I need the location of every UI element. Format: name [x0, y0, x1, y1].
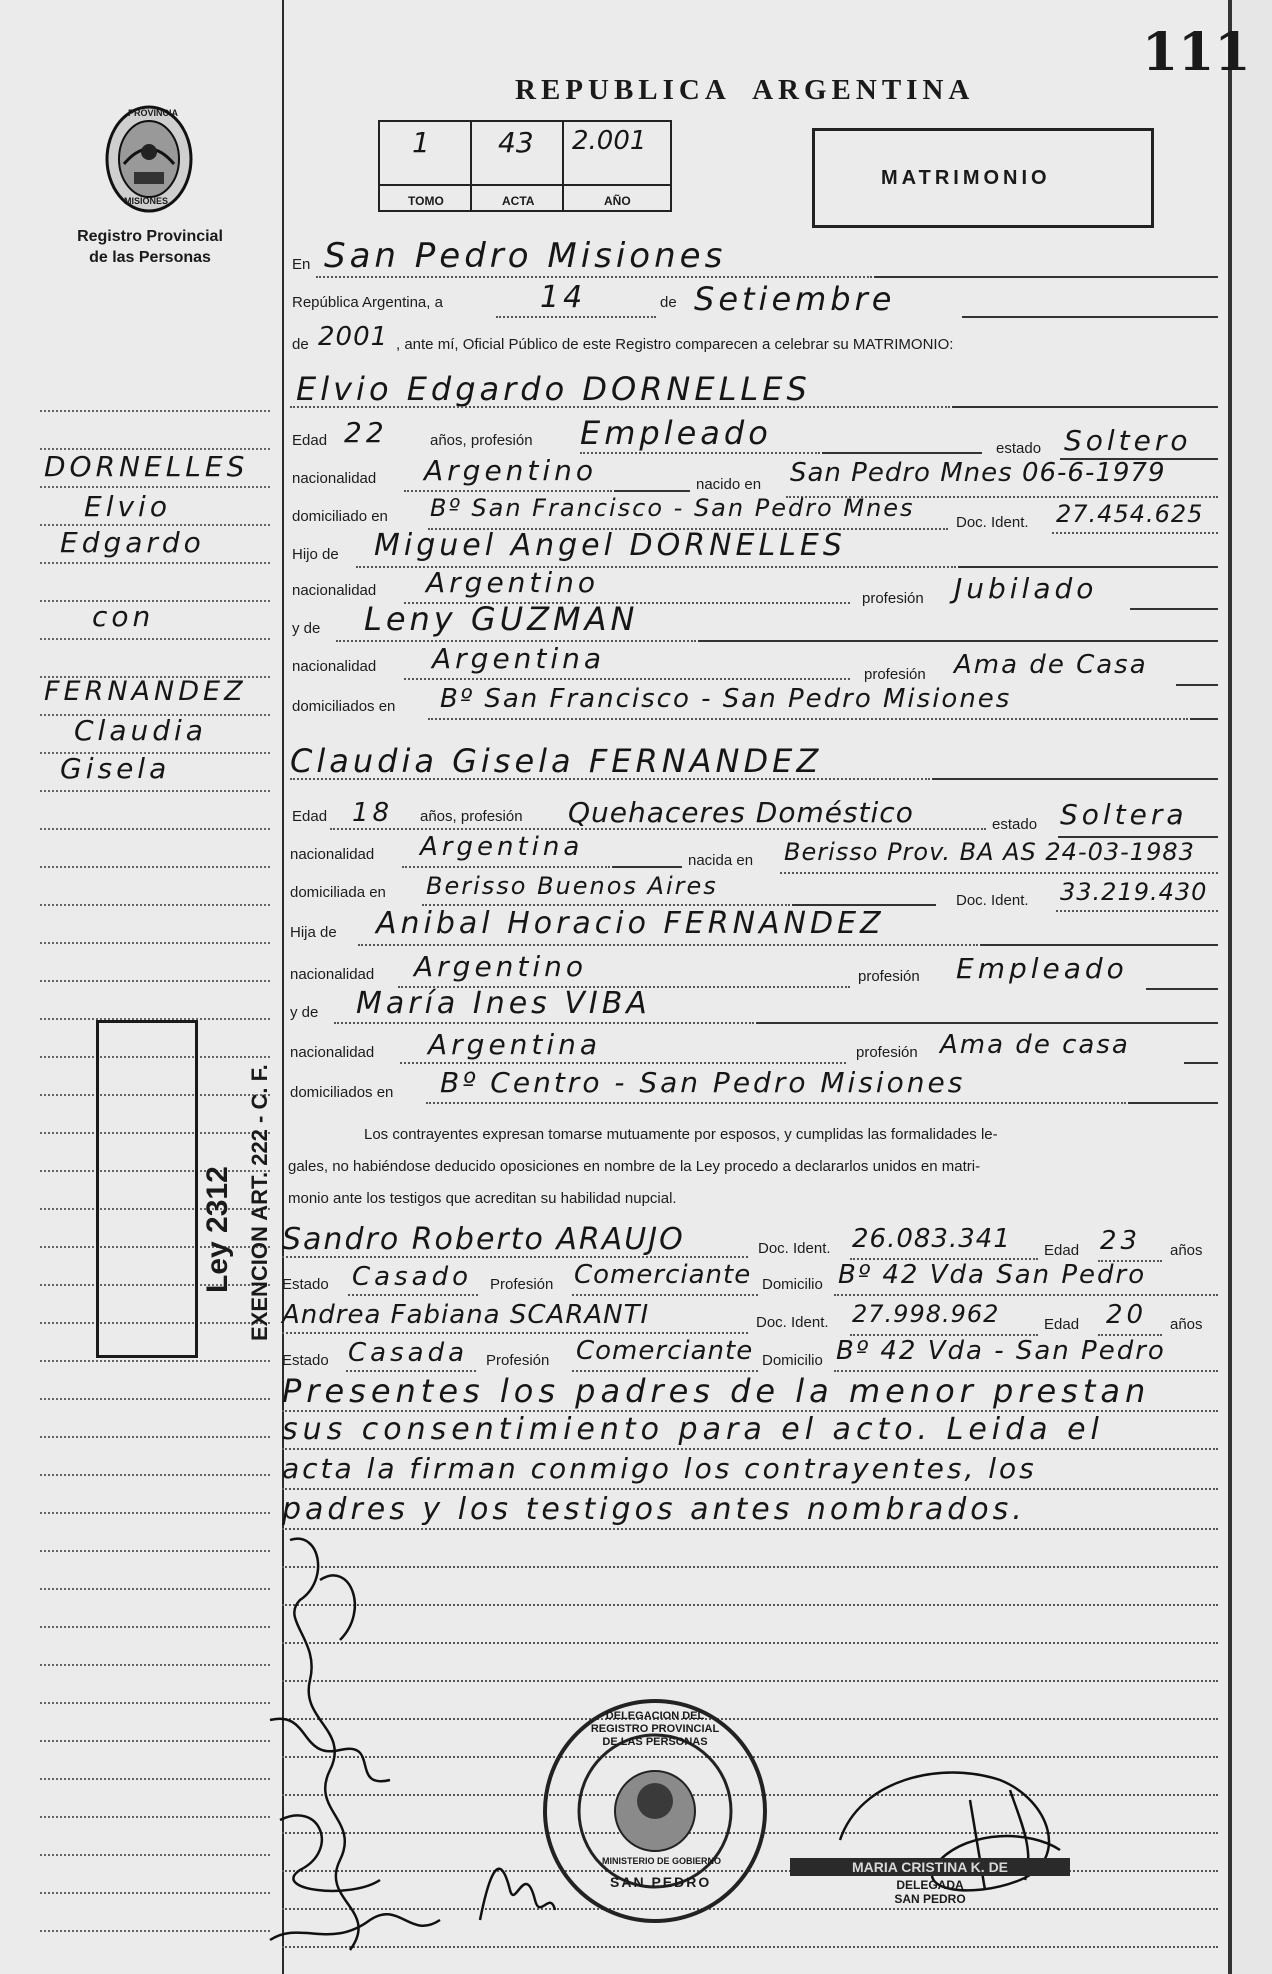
signatures-left	[260, 1520, 460, 1960]
groom-mother-label: y de	[292, 620, 321, 637]
bride-parents-address-label: domiciliados en	[290, 1084, 394, 1101]
bride-father-profession-label: profesión	[858, 968, 920, 985]
groom-mother-nationality: Argentina	[432, 642, 606, 675]
groom-parents-address: Bº San Francisco - San Pedro Misiones	[440, 684, 1012, 714]
acta-value: 43	[498, 126, 534, 159]
provincial-seal	[104, 104, 194, 214]
acta-cell	[472, 122, 564, 210]
witness1-profession-label: Profesión	[490, 1276, 554, 1293]
ley-stamp	[96, 1020, 272, 1358]
bride-status-label: estado	[992, 816, 1038, 833]
bride-mother-label: y de	[290, 1004, 319, 1021]
note-line-3: acta la firman conmigo los contrayentes, los	[282, 1452, 1037, 1485]
groom-father-nationality-label: nacionalidad	[292, 582, 377, 599]
groom-profession-label: años, profesión	[430, 432, 533, 449]
groom-birth: San Pedro Mnes 06-6-1979	[790, 458, 1166, 488]
ano-cell	[564, 122, 668, 210]
groom-parents-address-label: domiciliados en	[292, 698, 396, 715]
record-box-divider	[380, 184, 670, 186]
groom-age: 22	[344, 416, 388, 449]
groom-father-profession-label: profesión	[862, 590, 924, 607]
registry-line-2: de las Personas	[89, 249, 211, 266]
ley-stamp-line-1: Ley 2312	[201, 1166, 234, 1293]
bride-mother: María Ines VIBA	[356, 986, 651, 1021]
bride-nationality-label: nacionalidad	[290, 846, 375, 863]
witness1-age: 23	[1100, 1226, 1142, 1256]
registry-line-1: Registro Provincial	[77, 228, 223, 245]
groom-father-profession: Jubilado	[954, 572, 1098, 605]
witness1-age-label: Edad	[1044, 1242, 1080, 1259]
seal-top-text: PROVINCIA	[128, 108, 179, 118]
bride-age: 18	[352, 798, 394, 828]
margin-note-surname: DORNELLES	[44, 450, 249, 483]
ano-label: AÑO	[604, 194, 631, 208]
margin-note-bride-first-name: Claudia	[74, 714, 207, 747]
groom-birth-label: nacido en	[696, 476, 762, 493]
bride-father: Anibal Horacio FERNANDEZ	[376, 906, 885, 941]
witness2-doc-label: Doc. Ident.	[756, 1314, 829, 1331]
official-name-stamp	[790, 1858, 1070, 1906]
round-seal-bottom-text: SAN PEDRO	[610, 1874, 712, 1890]
witness1-status-label: Estado	[282, 1276, 329, 1293]
ceremony-month: Setiembre	[694, 280, 896, 318]
groom-father-nationality: Argentino	[426, 566, 600, 599]
note-line-1: Presentes los padres de la menor prestan	[282, 1372, 1151, 1410]
ceremony-place: San Pedro Misiones	[324, 236, 727, 276]
groom-nationality-label: nacionalidad	[292, 470, 377, 487]
header-title: REPUBLICA ARGENTINA	[515, 74, 975, 106]
document-type: MATRIMONIO	[881, 167, 1051, 189]
bride-father-label: Hija de	[290, 924, 337, 941]
margin-note-con: con	[92, 600, 155, 633]
republic-label: República Argentina, a	[292, 294, 443, 311]
witness2-address: Bº 42 Vda - San Pedro	[836, 1336, 1166, 1366]
bride-profession: Quehaceres Doméstico	[568, 796, 914, 829]
bride-name: Claudia Gisela FERNANDEZ	[290, 742, 823, 780]
registry-name	[56, 226, 244, 268]
groom-profession: Empleado	[580, 414, 772, 452]
witness2-doc: 27.998.962	[852, 1300, 1000, 1328]
margin-note-bride-surname: FERNANDEZ	[44, 676, 247, 707]
bride-father-nationality: Argentino	[414, 950, 588, 983]
tomo-label: TOMO	[408, 194, 444, 208]
groom-father-label: Hijo de	[292, 546, 339, 563]
official-stamp-line-2: DELEGADA	[896, 1878, 964, 1892]
ley-stamp-rotated	[195, 1021, 291, 1353]
ley-stamp-line-2: EXENCION ART. 222 - C. F.	[247, 1064, 272, 1341]
record-number-box	[378, 120, 672, 212]
bride-profession-label: años, profesión	[420, 808, 523, 825]
groom-age-label: Edad	[292, 432, 328, 449]
year-prefix-label: de	[292, 336, 309, 353]
bride-birth: Berisso Prov. BA AS 24-03-1983	[784, 838, 1195, 866]
margin-note-bride-middle-name: Gisela	[60, 752, 171, 785]
tomo-cell	[380, 122, 472, 210]
official-stamp-line-1: MARIA CRISTINA K. DE	[790, 1858, 1070, 1876]
note-line-4: padres y los testigos antes nombrados.	[282, 1492, 1026, 1527]
witness1-doc: 26.083.341	[852, 1224, 1011, 1254]
bride-nationality: Argentina	[420, 832, 584, 862]
witness1-address-label: Domicilio	[762, 1276, 823, 1293]
legal-text-line-3: monio ante los testigos que acreditan su habilidad nupcial.	[288, 1190, 677, 1207]
bride-mother-profession: Ama de casa	[940, 1030, 1130, 1060]
document-type-box	[812, 128, 1154, 228]
page-edge	[1228, 0, 1232, 1974]
groom-status-label: estado	[996, 440, 1042, 457]
witness1-age-unit: años	[1170, 1242, 1203, 1259]
bride-doc-label: Doc. Ident.	[956, 892, 1029, 909]
legal-text-line-1: Los contrayentes expresan tomarse mutuamente por esposos, y cumplidas las formalidades le-	[364, 1126, 998, 1143]
de-label: de	[660, 294, 677, 311]
groom-nationality: Argentino	[424, 454, 598, 487]
round-seal-ring-text: DELEGACION DEL REGISTRO PROVINCIAL DE LAS PERSONAS	[590, 1710, 720, 1748]
page-number: 111	[1142, 22, 1251, 83]
witness2-age: 20	[1106, 1300, 1148, 1330]
witness1-name: Sandro Roberto ARAUJO	[282, 1222, 685, 1257]
bride-status: Soltera	[1060, 798, 1188, 831]
bride-address-label: domiciliada en	[290, 884, 386, 901]
witness2-profession-label: Profesión	[486, 1352, 550, 1369]
groom-doc-label: Doc. Ident.	[956, 514, 1029, 531]
witness2-profession: Comerciante	[576, 1336, 754, 1366]
witness2-status: Casada	[348, 1338, 469, 1368]
en-label: En	[292, 256, 311, 273]
bride-mother-nationality-label: nacionalidad	[290, 1044, 375, 1061]
round-official-seal	[540, 1696, 770, 1926]
bride-parents-address: Bº Centro - San Pedro Misiones	[440, 1066, 966, 1099]
groom-mother-nationality-label: nacionalidad	[292, 658, 377, 675]
groom-doc: 27.454.625	[1056, 500, 1204, 528]
groom-father: Miguel Angel DORNELLES	[374, 528, 846, 563]
witness1-profession: Comerciante	[574, 1260, 752, 1290]
bride-mother-profession-label: profesión	[856, 1044, 918, 1061]
bride-age-label: Edad	[292, 808, 328, 825]
declaration-text: , ante mí, Oficial Público de este Registro comparecen a celebrar su MATRIMONIO:	[396, 336, 954, 353]
ano-value: 2.001	[572, 126, 647, 156]
legal-text-line-2: gales, no habiéndose deducido oposiciones en nombre de la Ley procedo a declararlos unidos en matri-	[288, 1158, 981, 1175]
round-seal-inner-text: MINISTERIO DE GOBIERNO	[602, 1856, 722, 1866]
groom-mother-profession: Ama de Casa	[954, 650, 1148, 680]
witness2-age-unit: años	[1170, 1316, 1203, 1333]
bride-doc: 33.219.430	[1060, 878, 1208, 906]
witness2-address-label: Domicilio	[762, 1352, 823, 1369]
acta-label: ACTA	[502, 194, 535, 208]
margin-note-middle-name: Edgardo	[60, 526, 205, 559]
bride-father-nationality-label: nacionalidad	[290, 966, 375, 983]
ceremony-year: 2001	[318, 322, 389, 352]
bride-mother-nationality: Argentina	[428, 1028, 602, 1061]
groom-mother: Leny GUZMAN	[364, 600, 639, 638]
groom-mother-profession-label: profesión	[864, 666, 926, 683]
witness1-doc-label: Doc. Ident.	[758, 1240, 831, 1257]
groom-status: Soltero	[1064, 424, 1192, 457]
groom-address: Bº San Francisco - San Pedro Mnes	[430, 494, 915, 522]
witness1-status: Casado	[352, 1262, 472, 1292]
witness2-age-label: Edad	[1044, 1316, 1080, 1333]
groom-name: Elvio Edgardo DORNELLES	[296, 370, 811, 408]
ceremony-day: 14	[540, 280, 587, 315]
note-line-2: sus consentimiento para el acto. Leida el	[282, 1412, 1104, 1447]
bride-address: Berisso Buenos Aires	[426, 872, 718, 900]
witness2-name: Andrea Fabiana SCARANTI	[282, 1300, 650, 1330]
margin-note-first-name: Elvio	[84, 490, 171, 523]
seal-bottom-text: MISIONES	[124, 196, 169, 206]
official-stamp-line-3: SAN PEDRO	[894, 1892, 966, 1906]
bride-father-profession: Empleado	[956, 952, 1128, 985]
witness1-address: Bº 42 Vda San Pedro	[838, 1260, 1147, 1290]
bride-birth-label: nacida en	[688, 852, 754, 869]
witness2-status-label: Estado	[282, 1352, 329, 1369]
groom-address-label: domiciliado en	[292, 508, 388, 525]
tomo-value: 1	[412, 126, 430, 159]
